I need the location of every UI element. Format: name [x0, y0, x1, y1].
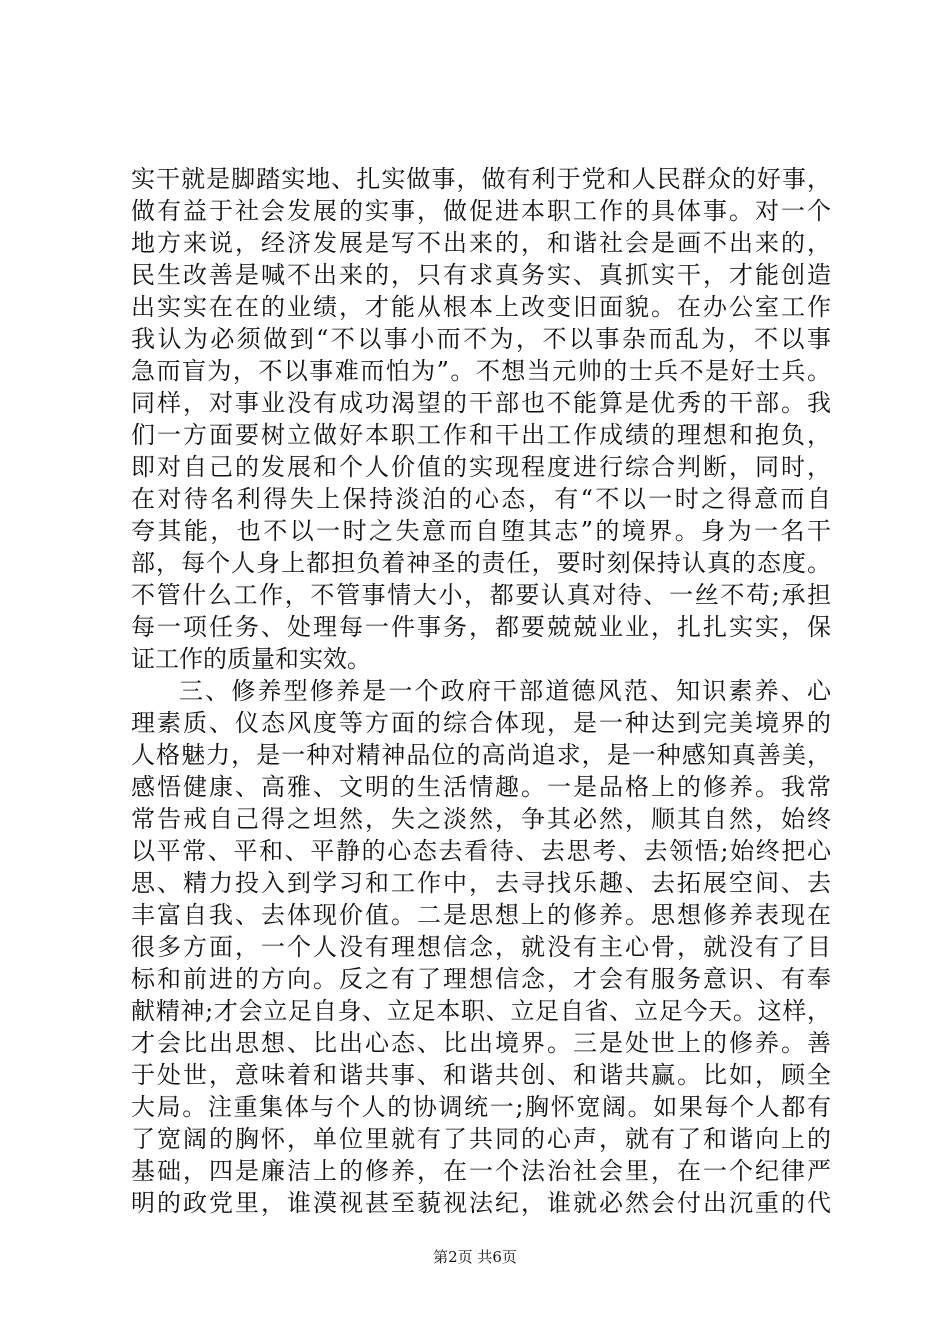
text-line: 丰富自我、去体现价值。二是思想上的修养。思想修养表现在 [131, 901, 831, 929]
text-line: 思、精力投入到学习和工作中，去寻找乐趣、去拓展空间、去 [131, 869, 831, 897]
text-line: 人格魅力，是一种对精神品位的高尚追求，是一种感知真善美， [131, 741, 831, 769]
text-line: 部，每个人身上都担负着神圣的责任，要时刻保持认真的态度。 [131, 549, 831, 577]
text-line: 证工作的质量和实效。 [131, 645, 371, 673]
text-line: 感悟健康、高雅、文明的生活情趣。一是品格上的修养。我常 [131, 773, 831, 801]
document-body [131, 163, 831, 1219]
text-line: 每一项任务、处理每一件事务，都要兢兢业业，扎扎实实，保 [131, 613, 831, 641]
text-line: 了宽阔的胸怀，单位里就有了共同的心声，就有了和谐向上的 [131, 1125, 831, 1153]
text-line: 即对自己的发展和个人价值的实现程度进行综合判断，同时， [131, 453, 831, 481]
text-line: 我认为必须做到“不以事小而不为，不以事杂而乱为，不以事 [131, 325, 831, 353]
text-line: 常告戒自己得之坦然，失之淡然，争其必然，顺其自然，始终 [131, 805, 831, 833]
text-line: 明的政党里，谁漠视甚至藐视法纪，谁就必然会付出沉重的代 [131, 1189, 831, 1217]
text-line: 同样，对事业没有成功渴望的干部也不能算是优秀的干部。我 [131, 389, 831, 417]
page-number-footer: 第2页 共6页 [433, 1248, 517, 1266]
text-line: 理素质、仪态风度等方面的综合体现，是一种达到完美境界的 [131, 709, 831, 737]
text-line: 地方来说，经济发展是写不出来的，和谐社会是画不出来的， [131, 229, 831, 257]
text-line: 做有益于社会发展的实事，做促进本职工作的具体事。对一个 [131, 197, 831, 225]
text-line: 基础，四是廉洁上的修养，在一个法治社会里，在一个纪律严 [131, 1157, 831, 1185]
text-line: 才会比出思想、比出心态、比出境界。三是处世上的修养。善 [131, 1029, 831, 1057]
text-line: 夸其能，也不以一时之失意而自堕其志”的境界。身为一名干 [131, 517, 831, 545]
text-line: 出实实在在的业绩，才能从根本上改变旧面貌。在办公室工作 [131, 293, 831, 321]
text-line: 急而盲为，不以事难而怕为”。不想当元帅的士兵不是好士兵。 [131, 357, 831, 385]
text-line: 献精神;才会立足自身、立足本职、立足自省、立足今天。这样， [131, 997, 831, 1025]
text-line: 们一方面要树立做好本职工作和干出工作成绩的理想和抱负， [131, 421, 831, 449]
text-line: 不管什么工作，不管事情大小，都要认真对待、一丝不苟;承担 [131, 581, 831, 609]
text-line: 标和前进的方向。反之有了理想信念，才会有服务意识、有奉 [131, 965, 831, 993]
text-line: 实干就是脚踏实地、扎实做事，做有利于党和人民群众的好事， [131, 165, 831, 193]
text-line: 于处世，意味着和谐共事、和谐共创、和谐共赢。比如，顾全 [131, 1061, 831, 1089]
text-line: 在对待名利得失上保持淡泊的心态，有“不以一时之得意而自 [131, 485, 831, 513]
text-line: 民生改善是喊不出来的，只有求真务实、真抓实干，才能创造 [131, 261, 831, 289]
text-line: 以平常、平和、平静的心态去看待、去思考、去领悟;始终把心 [131, 837, 831, 865]
paragraph-start-line: 三、修养型修养是一个政府干部道德风范、知识素养、心 [179, 677, 831, 705]
text-line: 大局。注重集体与个人的协调统一;胸怀宽阔。如果每个人都有 [131, 1093, 831, 1121]
text-line: 很多方面，一个人没有理想信念，就没有主心骨，就没有了目 [131, 933, 831, 961]
